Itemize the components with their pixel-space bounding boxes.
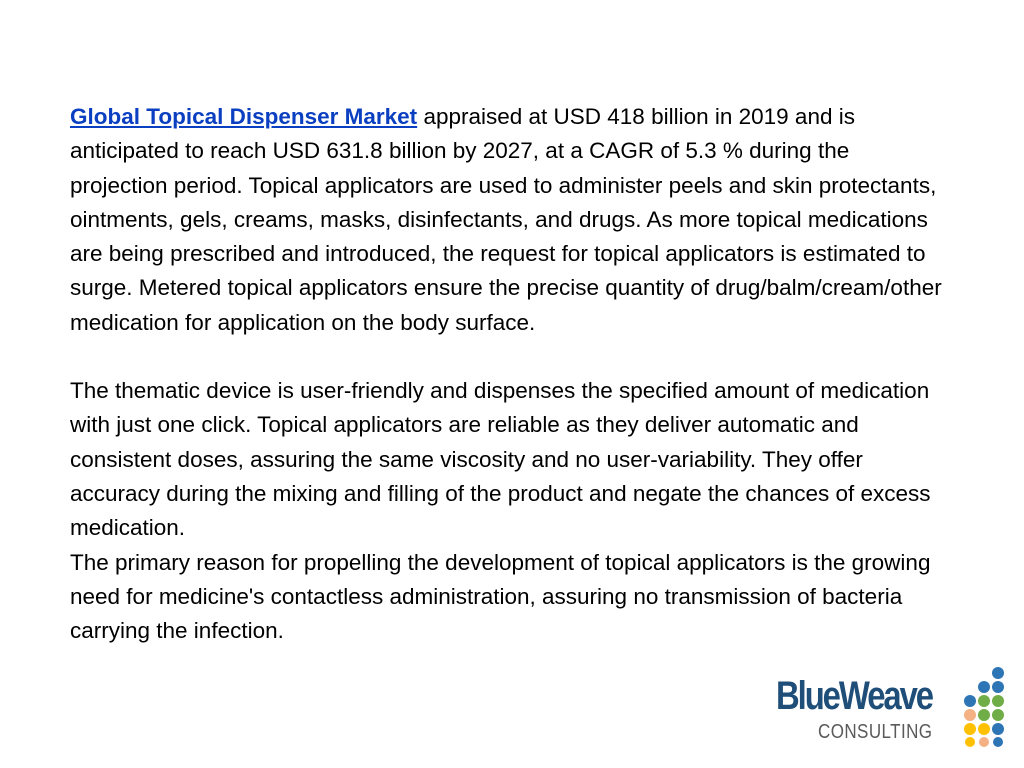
logo-dot (992, 709, 1004, 721)
blueweave-logo (776, 664, 1016, 748)
paragraph-1 (70, 100, 950, 340)
article-body (70, 100, 950, 648)
paragraph-1-text: appraised at USD 418 billion in 2019 and is anticipated to reach USD 631.8 billion by 2027, at a CAGR of 5.3 % during the projection period. Topical applicators are used to administer peels and skin protectants, ointments, gels, creams, masks, disinfectants, and drugs. As more topical medications are being prescribed and introduced, the request for topical applicators is estimated to surge. Metered topical applicators ensure the precise quantity of drug/balm/cream/other medication for application on the body surface. (70, 104, 942, 335)
paragraph-3: The primary reason for propelling the development of topical applicators is the growing need for medicine's contactless administration, assuring no transmission of bacteria carrying the infection. (70, 549, 931, 644)
logo-dot (993, 737, 1003, 747)
logo-dot (992, 667, 1004, 679)
paragraph-spacer (70, 340, 950, 374)
logo-subtitle: CONSULTING (818, 721, 933, 743)
logo-dot (978, 709, 990, 721)
logo-dot (978, 723, 990, 735)
logo-dots-icon (958, 664, 1008, 748)
logo-dot (978, 695, 990, 707)
market-report-link[interactable]: Global Topical Dispenser Market (70, 104, 418, 129)
logo-dot (964, 695, 976, 707)
logo-name: BlueWeave (776, 674, 932, 718)
logo-dot (978, 681, 990, 693)
logo-dot (965, 737, 975, 747)
logo-dot (964, 709, 976, 721)
logo-dot (992, 695, 1004, 707)
paragraph-2: The thematic device is user-friendly and dispenses the specified amount of medication with just one click. Topical applicators are reliable as they deliver automatic and consistent doses, assuring the same viscosity and no user-variability. They offer accuracy during the mixing and filling of the product and negate the chances of excess medication. (70, 378, 931, 541)
logo-dot (992, 723, 1004, 735)
logo-dot (992, 681, 1004, 693)
logo-dot (979, 737, 989, 747)
logo-dot (964, 723, 976, 735)
